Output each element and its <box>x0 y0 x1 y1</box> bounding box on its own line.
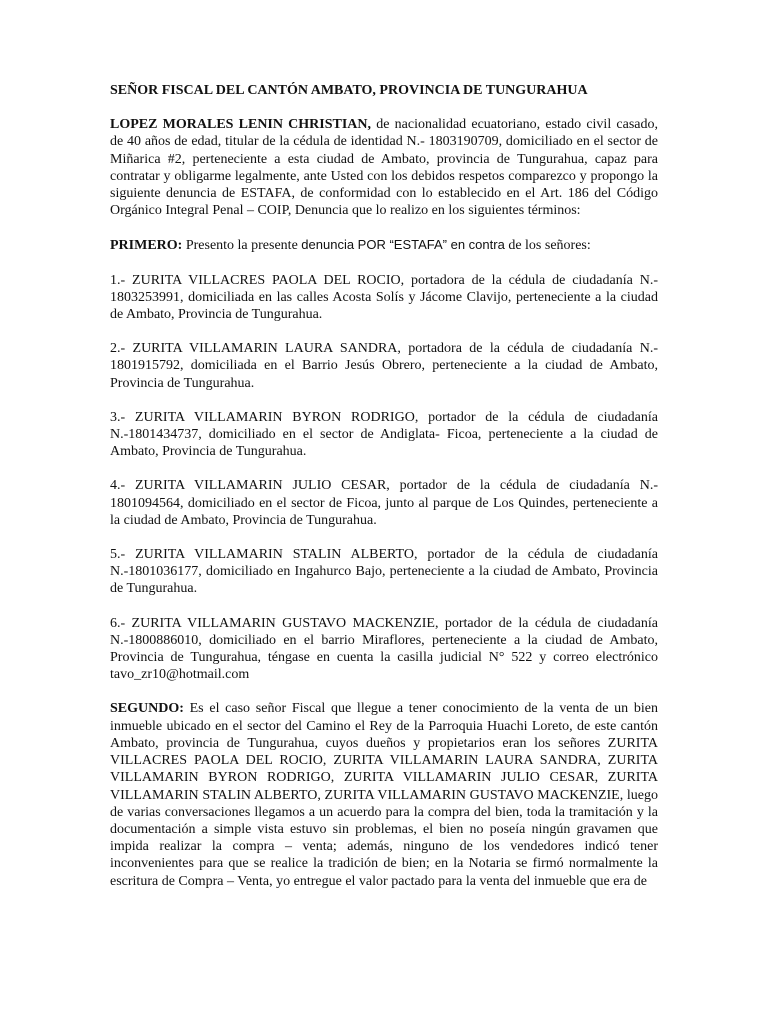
primero-label: PRIMERO: <box>110 238 183 254</box>
segundo-paragraph <box>110 700 658 889</box>
list-item: 6.- ZURITA VILLAMARIN GUSTAVO MACKENZIE, portador de la cédula de ciudadanía N.-1800886010, domiciliado en el barrio Miraflores, perteneciente a la ciudad de Ambato, Provincia de Tungurahua, téngase en cuenta la casilla judicial N° 522 y correo electrónico tavo_zr10@hotmail.com <box>110 615 658 683</box>
segundo-text: Es el caso señor Fiscal que llegue a tener conocimiento de la venta de un bien inmueble ubicado en el sector del Camino el Rey de la Parroquia Huachi Loreto, de este cantón Ambato, provincia de Tungurahua, cuyos dueños y propietarios eran los señores ZURITA VILLACRES PAOLA DEL ROCIO, ZURITA VILLAMARIN LAURA SANDRA, ZURITA VILLAMARIN BYRON RODRIGO, ZURITA VILLAMARIN JULIO CESAR, ZURITA VILLAMARIN STALIN ALBERTO, ZURITA VILLAMARIN GUSTAVO MACKENZIE, luego de varias conversaciones llegamos a un acuerdo para la compra del bien, toda la tramitación y la documentación a simple vista estuvo sin problemas, el bien no poseía ningún gravamen que impida realizar la compra – venta; además, ninguno de los vendedores indicó tener inconvenientes para que se realice la tradición de bien; en la Notaria se firmó normalmente la escritura de Compra – Venta, yo entregue el valor pactado para la venta del inmueble que era de <box>110 701 658 889</box>
primero-text-c: de los señores: <box>504 238 591 254</box>
list-item: 2.- ZURITA VILLAMARIN LAURA SANDRA, portadora de la cédula de ciudadanía N.- 1801915792, domiciliada en el Barrio Jesús Obrero, perteneciente a la ciudad de Ambato, Provincia de Tungurahua. <box>110 341 658 391</box>
intro-text: de nacionalidad ecuatoriano, estado civil casado, de 40 años de edad, titular de la cédula de identidad N.- 1803190709, domiciliado en el sector de Miñarica #2, perteneciente a esta ciudad de Ambato, provincia de Tungurahua, capaz para contratar y obligarme legalmente, ante Usted con los debidos respetos comparezco y propongo la siguiente denuncia de ESTAFA, de conformidad con lo establecido en el Art. 186 del Código Orgánico Integral Penal – COIP, Denuncia que lo realizo en los siguientes términos: <box>110 117 658 219</box>
primero-text-a: Presento la presente <box>182 238 302 254</box>
list-item: 1.- ZURITA VILLACRES PAOLA DEL ROCIO, portadora de la cédula de ciudadanía N.- 1803253991, domiciliada en las calles Acosta Solís y Jácome Clavijo, perteneciente a la ciudad de Ambato, Provincia de Tungurahua. <box>110 272 658 323</box>
document-title: SEÑOR FISCAL DEL CANTÓN AMBATO, PROVINCIA DE TUNGURAHUA <box>110 83 588 98</box>
primero-text-b: denuncia POR “ESTAFA” en contra <box>301 237 505 253</box>
segundo-label: SEGUNDO: <box>110 701 184 717</box>
complainant-name: LOPEZ MORALES LENIN CHRISTIAN, <box>110 117 372 133</box>
intro-paragraph <box>110 116 658 219</box>
primero-paragraph <box>110 236 658 254</box>
list-item: 4.- ZURITA VILLAMARIN JULIO CESAR, portador de la cédula de ciudadanía N.- 1801094564, domiciliado en el sector de Ficoa, junto al parque de Los Quindes, perteneciente a la ciudad de Ambato, Provincia de Tungurahua. <box>110 478 658 528</box>
list-item: 5.- ZURITA VILLAMARIN STALIN ALBERTO, portador de la cédula de ciudadanía N.-1801036177, domiciliado en Ingahurco Bajo, perteneciente a la ciudad de Ambato, Provincia de Tungurahua. <box>110 547 658 597</box>
list-item: 3.- ZURITA VILLAMARIN BYRON RODRIGO, portador de la cédula de ciudadanía N.-1801434737, domiciliado en el sector de Andiglata- Ficoa, perteneciente a la ciudad de Ambato, Provincia de Tungurahua. <box>110 409 658 460</box>
